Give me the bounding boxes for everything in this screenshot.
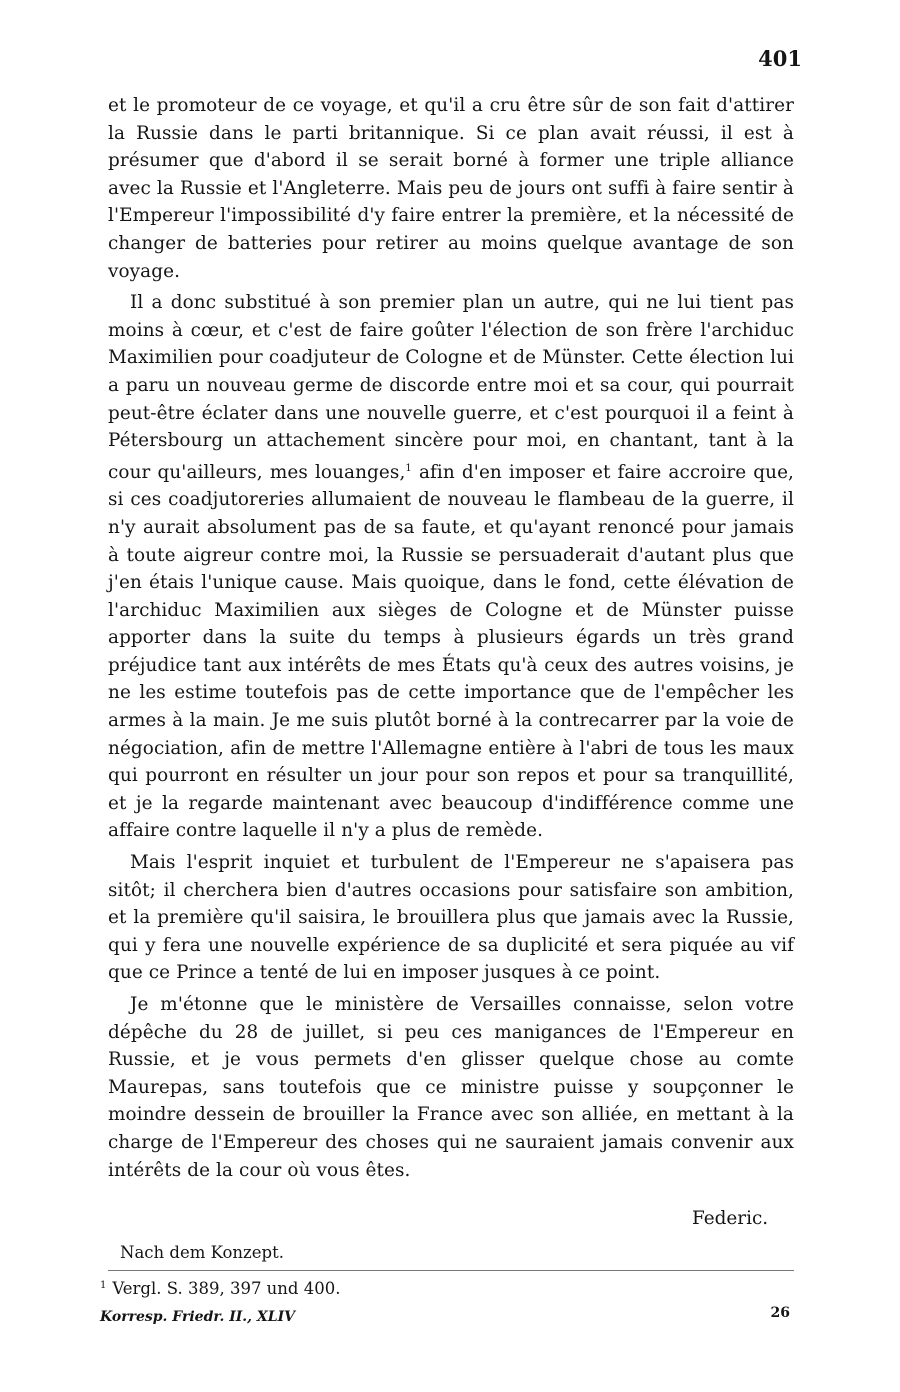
footnote-number: 1 (100, 1280, 107, 1291)
source-note: Nach dem Konzept. (120, 1243, 284, 1262)
paragraph-2-text: Il a donc substitué à son premier plan un autre, qui ne lui tient pas moins à cœur, et c'est de faire goûter l'élection de son frère l'archiduc Maximilien pour coadjuteur de Cologne et de Münster. Cette élection lui a paru un nouveau germe de discorde entre moi et sa cour, qui pourrait peut-être éclater dans une nouvelle guerre, et c'est pourquoi il a feint à Pétersbourg un attachement sincère pour moi, en chantant, tant à la cour qu'ailleurs, mes louanges, (108, 292, 794, 483)
letter-body (108, 92, 794, 1184)
paragraph-2 (108, 289, 794, 845)
footnote (100, 1279, 340, 1298)
paragraph-4: Je m'étonne que le ministère de Versailles connaisse, selon votre dépêche du 28 de juillet, si peu ces manigances de l'Empereur en Russie, et je vous permets d'en glisser quelque chose au comte Maurepas, sans toutefois que ce ministre puisse y soupçonner le moindre dessein de brouiller la France avec son alliée, en mettant à la charge de l'Empereur des choses qui ne sauraient jamais convenir aux intérêts de la cour où vous êtes. (108, 994, 794, 1181)
signature: Federic. (692, 1208, 769, 1229)
footnote-divider (108, 1270, 794, 1271)
footnote-text: Vergl. S. 389, 397 und 400. (112, 1279, 341, 1298)
paragraph-1: et le promoteur de ce voyage, et qu'il a cru être sûr de son fait d'attirer la Russie dans le parti britannique. Si ce plan avait réussi, il est à présumer que d'abord il se serait borné à former une triple alliance avec la Russie et l'Angleterre. Mais peu de jours ont suffi à faire sentir à l'Empereur l'impossibilité d'y faire entrer la première, et la nécessité de changer de batteries pour retirer au moins quelque avantage de son voyage. (108, 95, 794, 282)
footer-sheet-number: 26 (770, 1305, 790, 1321)
paragraph-2-continuation: afin d'en imposer et faire accroire que, si ces coadjutoreries allumaient de nouveau le flambeau de la guerre, il n'y aurait absolument pas de sa faute, et qu'ayant renoncé pour jamais à toute aigreur contre moi, la Russie se persuaderait d'autant plus que j'en étais l'unique cause. Mais quoique, dans le fond, cette élévation de l'archiduc Maximilien aux sièges de Cologne et de Münster puisse apporter dans la suite du temps à plusieurs égards un très grand préjudice tant aux intérêts de mes États qu'à ceux des autres voisins, je ne les estime toutefois pas de cette importance que de l'empêcher les armes à la main. Je me suis plutôt borné à la contrecarrer par la voie de négociation, afin de mettre l'Allemagne entière à l'abri de tous les maux qui pourront en résulter un jour pour son repos et pour sa tranquillité, et je la regarde maintenant avec beaucoup d'indifférence comme une affaire contre laquelle il n'y a plus de remède. (108, 461, 795, 842)
footnote-reference: 1 (405, 462, 412, 474)
page-number: 401 (758, 46, 802, 71)
footer-signature-mark: Korresp. Friedr. II., XLIV (100, 1309, 296, 1325)
paragraph-3: Mais l'esprit inquiet et turbulent de l'Empereur ne s'apaisera pas sitôt; il cherchera bien d'autres occasions pour satisfaire son ambition, et la première qu'il saisira, le brouillera plus que jamais avec la Russie, qui y fera une nouvelle expérience de sa duplicité et sera piquée au vif que ce Prince a tenté de lui en imposer jusques à ce point. (108, 852, 794, 984)
